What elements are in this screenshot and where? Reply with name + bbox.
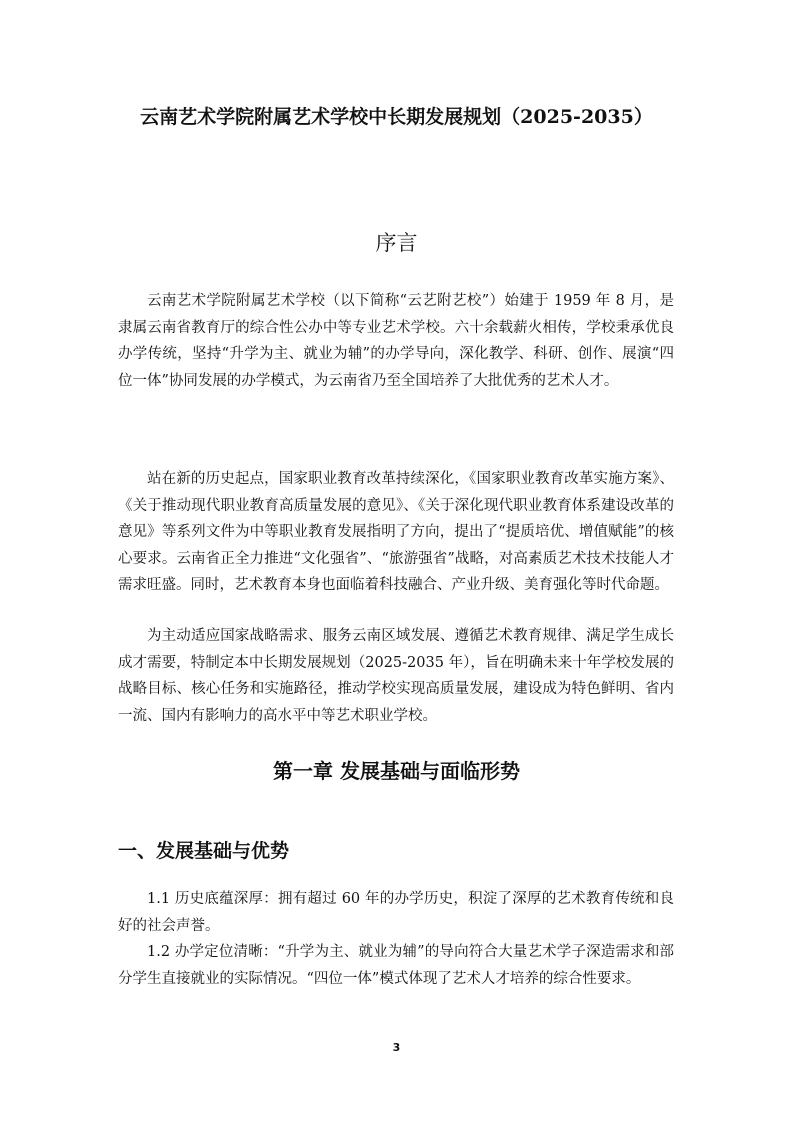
preface-paragraph: 为主动适应国家战略需求、服务云南区域发展、遵循艺术教育规律、满足学生成长成才需要，特制定本中长期发展规划（2025-2035 年），旨在明确未来十年学校发展的战略目标、核心任务和实施路径，推动学校实现高质量发展，建设成为特色鲜明、省内一流、国内有影响力的高水平中等艺术职业学校。 bbox=[118, 628, 674, 724]
preface-heading: 序言 bbox=[375, 231, 418, 255]
section-item: 1.2 办学定位清晰：“升学为主、就业为辅”的导向符合大量艺术学子深造需求和部分学生直接就业的实际情况。“四位一体”模式体现了艺术人才培养的综合性要求。 bbox=[118, 944, 674, 987]
section-item: 1.1 历史底蕴深厚：拥有超过 60 年的办学历史，积淀了深厚的艺术教育传统和良好的社会声誉。 bbox=[118, 891, 674, 934]
document-title: 云南艺术学院附属艺术学校中长期发展规划（2025-2035） bbox=[140, 106, 653, 128]
section-heading: 一、发展基础与优势 bbox=[118, 840, 290, 862]
preface-paragraph: 云南艺术学院附属艺术学校（以下简称“云艺附艺校”）始建于 1959 年 8 月，是隶属云南省教育厅的综合性公办中等专业艺术学校。六十余载薪火相传，学校秉承优良办学传统，坚持“升学为主、就业为辅”的办学导向，深化教学、科研、创作、展演“四位一体”协同发展的办学模式，为云南省乃至全国培养了大批优秀的艺术人才。 bbox=[118, 293, 674, 389]
chapter-heading: 第一章 发展基础与面临形势 bbox=[273, 759, 520, 783]
preface-paragraph: 站在新的历史起点，国家职业教育改革持续深化，《国家职业教育改革实施方案》、《关于推动现代职业教育高质量发展的意见》、《关于深化现代职业教育体系建设改革的意见》等系列文件为中等职业教育发展指明了方向，提出了“提质培优、增值赋能”的核心要求。云南省正全力推进“文化强省”、“旅游强省”战略，对高素质艺术技术技能人才需求旺盛。同时，艺术教育本身也面临着科技融合、产业升级、美育强化等时代命题。 bbox=[118, 471, 674, 593]
page-number: 3 bbox=[392, 1041, 401, 1054]
